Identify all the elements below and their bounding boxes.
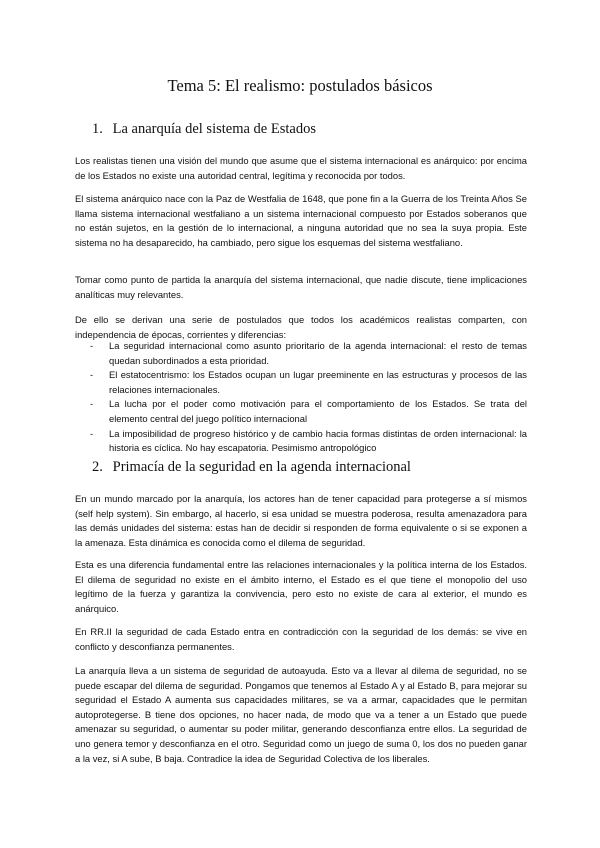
list-item	[75, 368, 527, 397]
list-item-text: El estatocentrismo: los Estados ocupan un lugar preeminente en las estructuras y procesos de las relaciones internacionales.	[109, 369, 527, 395]
list-item	[75, 339, 527, 368]
section-1-paragraph-4: De ello se derivan una serie de postulados que todos los académicos realistas comparten, con independencia de épocas, corrientes y diferencias:	[75, 314, 527, 340]
list-item	[75, 427, 527, 456]
section-1-number: 1.	[92, 121, 103, 137]
list-item	[75, 397, 527, 426]
document-title: Tema 5: El realismo: postulados básicos	[167, 76, 433, 95]
section-2-title: Primacía de la seguridad en la agenda internacional	[112, 459, 411, 475]
bullet-dash: -	[90, 340, 94, 351]
bullet-dash: -	[90, 427, 94, 439]
list-item-text: La seguridad internacional como asunto prioritario de la agenda internacional: el resto de temas quedan subordinados a esta prioridad.	[109, 340, 527, 366]
bullet-dash: -	[90, 398, 94, 410]
bullet-dash: -	[90, 369, 94, 381]
section-1-paragraph-2: El sistema anárquico nace con la Paz de Westfalia de 1648, que pone fin a la Guerra de los Treinta Años Se llama sistema internacional westfaliano a un sistema internacional compuesto por Estados soberanos que no están sujetos, en la gestión de lo internacional, a ninguna autoridad que no sea la suya propia. Este sistema no ha desaparecido, ha cambiado, pero sigue los esquemas del sistema westfaliano.	[75, 193, 527, 248]
section-2-paragraph-2: Esta es una diferencia fundamental entre las relaciones internacionales y la política interna de los Estados. El dilema de seguridad no existe en el ámbito interno, el Estado es el que tiene el monopolio del uso legítimo de la fuerza y garantiza la convivencia, pero esto no existe de cara al exterior, el mundo es anárquico.	[75, 559, 527, 614]
list-item-text: La imposibilidad de progreso histórico y de cambio hacia formas distintas de orden internacional: la historia es cíclica. No hay escapatoria. Pesimismo antropológico	[109, 427, 527, 454]
section-1-title: La anarquía del sistema de Estados	[112, 121, 316, 137]
section-2-paragraph-4: La anarquía lleva a un sistema de seguridad de autoayuda. Esto va a llevar al dilema de seguridad, no se puede escapar del dilema de seguridad. Pongamos que tenemos al Estado A y al Estado B, para mejorar su seguridad el Estado A aumenta sus capacidades militares, se va a armar, capacidades que le permitan autoprotegerse. B tiene dos opciones, no hacer nada, de modo que va a tener a un Estado que puede amenazar su seguridad, o aumentar su poder militar, generando desconfianza entre ellos. La seguridad de uno genera temor y desconfianza en el otro. Seguridad como un juego de suma 0, los dos no pueden ganar a la vez, si A sube, B baja. Contradice la idea de Seguridad Colectiva de los liberales.	[75, 665, 527, 764]
section-2-heading	[92, 459, 411, 476]
list-item-text: La lucha por el poder como motivación para el comportamiento de los Estados. Se trata del elemento central del juego político internacional	[109, 398, 527, 424]
section-2-paragraph-3: En RR.II la seguridad de cada Estado entra en contradicción con la seguridad de los demás: se vive en conflicto y desconfianza permanentes.	[75, 626, 527, 652]
postulates-list	[75, 339, 527, 456]
section-1-paragraph-1: Los realistas tienen una visión del mundo que asume que el sistema internacional es anárquico: por encima de los Estados no existe una autoridad central, legítima y reconocida por todos.	[75, 155, 527, 181]
section-1-paragraph-3: Tomar como punto de partida la anarquía del sistema internacional, que nadie discute, tiene implicaciones analíticas muy relevantes.	[75, 274, 527, 300]
section-2-paragraph-1: En un mundo marcado por la anarquía, los actores han de tener capacidad para protegerse a sí mismos (self help system). Sin embargo, al hacerlo, si esa unidad se muestra poderosa, resulta amenazadora para las demás unidades del sistema: estas han de decidir si responden de forma equivalente o si se exponen a la amenaza. Esta dinámica es conocida como el dilema de seguridad.	[75, 493, 527, 548]
section-1-heading	[92, 121, 316, 138]
section-2-number: 2.	[92, 459, 103, 475]
